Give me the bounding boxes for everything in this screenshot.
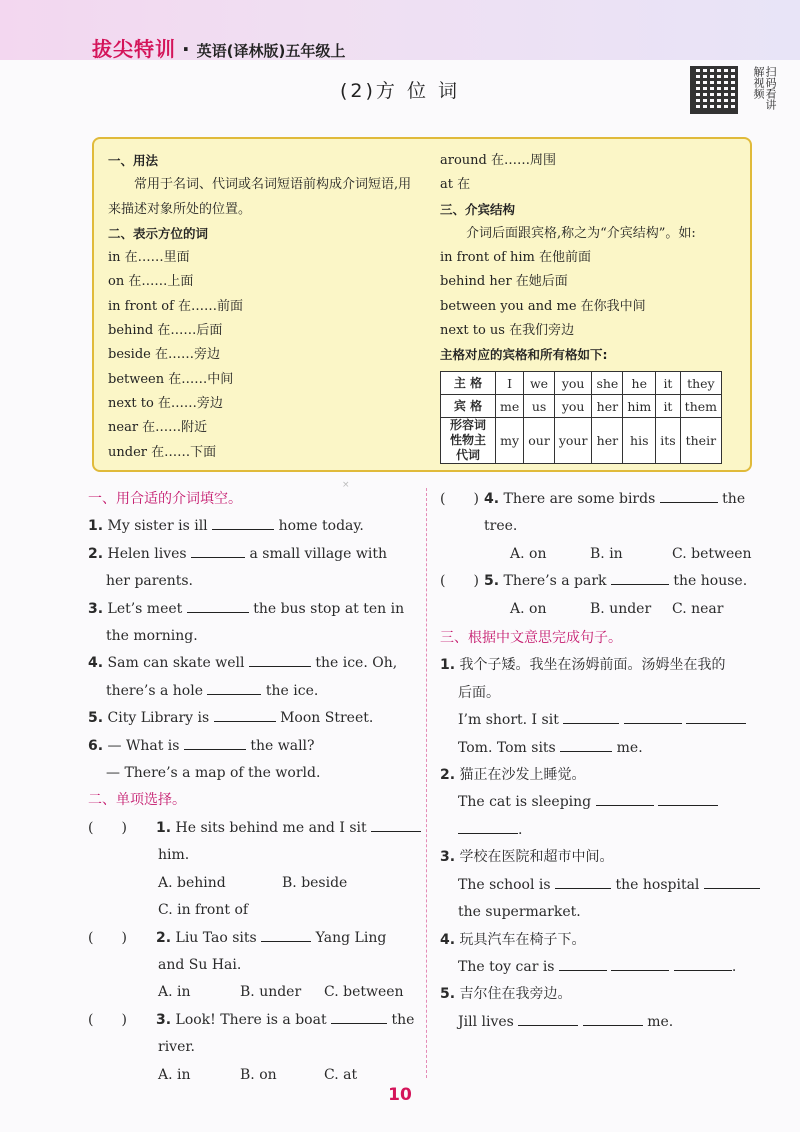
p1-q2: 2. Helen lives a small village with <box>88 541 413 568</box>
close-icon: × <box>342 480 350 490</box>
answer-blank[interactable] <box>660 488 718 503</box>
p3-q2-en-cont: . <box>440 817 760 844</box>
table-cell: her <box>592 418 623 464</box>
p3-q5-cn: 5. 吉尔住在我旁边。 <box>440 986 572 1003</box>
book-subject: 英语(译林版)五年级上 <box>196 42 346 60</box>
example-item: next to us 在我们旁边 <box>440 323 575 339</box>
word-item: in 在……里面 <box>108 250 190 266</box>
p2-q1: ( ) 1. He sits behind me and I sit <box>88 815 413 842</box>
words-heading: 二、表示方位的词 <box>108 225 209 241</box>
option-b[interactable]: B. under <box>590 600 652 617</box>
part2-title: 二、单项选择。 <box>88 792 186 809</box>
p3-q1-cn-cont: 后面。 <box>458 684 500 701</box>
table-cell: it <box>656 372 680 395</box>
answer-blank[interactable] <box>563 709 619 724</box>
option-c[interactable]: C. between <box>324 984 404 1001</box>
answer-blank[interactable] <box>583 1011 643 1026</box>
answer-blank[interactable] <box>686 709 746 724</box>
example-item: between you and me 在你我中间 <box>440 298 646 314</box>
example-item: in front of him 在他前面 <box>440 250 592 266</box>
row-header: 形容词性物主代词 <box>441 418 496 464</box>
p2-q4-options <box>440 541 760 568</box>
option-b[interactable]: B. on <box>240 1066 277 1083</box>
struct-text: 介词后面跟宾格,称之为“介宾结构”。如: <box>466 225 696 241</box>
part3-title: 三、根据中文意思完成句子。 <box>440 630 622 647</box>
answer-blank[interactable] <box>555 874 611 889</box>
p1-q5: 5. City Library is Moon Street. <box>88 705 413 732</box>
option-c[interactable]: C. between <box>672 545 752 562</box>
answer-blank[interactable] <box>674 956 732 971</box>
section-title: (2)方 位 词 <box>340 80 460 102</box>
answer-blank[interactable] <box>458 819 518 834</box>
p3-q3-cn: 3. 学校在医院和超市中间。 <box>440 849 614 866</box>
table-cell: it <box>656 395 680 418</box>
p2-q2-options <box>88 979 413 1006</box>
p3-q4-cn: 4. 玩具汽车在椅子下。 <box>440 931 586 948</box>
p3-q1-en-cont: Tom. Tom sits me. <box>440 735 760 762</box>
answer-paren[interactable]: ( ) <box>88 819 127 836</box>
brand-name: 拔尖特训 <box>92 37 176 61</box>
page-number: 10 <box>388 1085 412 1105</box>
p1-q1: 1. My sister is ill home today. <box>88 513 413 540</box>
option-a[interactable]: A. behind <box>158 874 226 891</box>
p2-q4: ( ) 4. There are some birds the <box>440 486 760 513</box>
table-cell: us <box>524 395 555 418</box>
option-b[interactable]: B. in <box>590 545 623 562</box>
answer-paren[interactable]: ( ) <box>440 573 479 590</box>
word-item: at 在 <box>440 177 471 193</box>
p3-q2-en: The cat is sleeping <box>440 789 760 816</box>
answer-blank[interactable] <box>371 817 421 832</box>
table-cell: your <box>554 418 592 464</box>
table-row <box>441 418 722 464</box>
option-a[interactable]: A. in <box>158 1066 191 1083</box>
table-intro: 主格对应的宾格和所有格如下: <box>440 347 608 363</box>
left-exercise-column <box>88 486 413 1089</box>
option-c[interactable]: C. in front of <box>158 902 249 919</box>
p2-q5-options <box>440 596 760 623</box>
table-cell: its <box>656 418 680 464</box>
answer-blank[interactable] <box>704 874 760 889</box>
word-item: on 在……上面 <box>108 274 194 290</box>
qr-label: 扫码看讲解视频 <box>752 66 777 110</box>
answer-blank[interactable] <box>611 570 669 585</box>
word-item: around 在……周围 <box>440 153 556 168</box>
answer-blank[interactable] <box>191 543 245 558</box>
p2-q3: ( ) 3. Look! There is a boat the <box>88 1007 413 1034</box>
answer-paren[interactable]: ( ) <box>88 929 127 946</box>
answer-blank[interactable] <box>658 791 718 806</box>
word-item: under 在……下面 <box>108 444 217 460</box>
option-a[interactable]: A. on <box>510 545 547 562</box>
usage-heading: 一、用法 <box>108 153 159 168</box>
grammar-box <box>92 137 752 472</box>
answer-blank[interactable] <box>518 1011 578 1026</box>
qr-code-icon[interactable] <box>690 66 738 114</box>
p3-q3-en: The school is the hospital <box>440 872 760 899</box>
table-cell: me <box>496 395 524 418</box>
pronoun-table <box>440 371 722 464</box>
table-cell: her <box>592 395 623 418</box>
answer-paren[interactable]: ( ) <box>440 491 479 507</box>
answer-blank[interactable] <box>187 598 249 613</box>
row-header: 宾 格 <box>441 395 496 418</box>
p1-q4-cont: there’s a hole the ice. <box>88 678 413 705</box>
answer-blank[interactable] <box>559 956 607 971</box>
struct-heading: 三、介宾结构 <box>440 201 516 217</box>
p1-q6: 6. — What is the wall? <box>88 733 413 760</box>
answer-paren[interactable]: ( ) <box>88 1011 127 1028</box>
table-row <box>441 372 722 395</box>
answer-blank[interactable] <box>184 735 246 750</box>
table-cell: him <box>623 395 656 418</box>
table-cell: you <box>554 395 592 418</box>
option-c[interactable]: C. at <box>324 1066 358 1083</box>
p2-q4-cont: tree. <box>484 518 518 535</box>
answer-blank[interactable] <box>596 791 654 806</box>
word-item: next to 在……旁边 <box>108 395 223 411</box>
answer-blank[interactable] <box>624 709 682 724</box>
answer-blank[interactable] <box>261 927 311 942</box>
p2-q5: ( ) 5. There’s a park the house. <box>440 568 760 595</box>
table-cell: they <box>680 372 721 395</box>
word-item: between 在……中间 <box>108 371 234 387</box>
word-item: in front of 在……前面 <box>108 298 244 314</box>
p3-q2-cn: 2. 猫正在沙发上睡觉。 <box>440 767 586 784</box>
p3-q1-en: I’m short. I sit <box>440 707 760 734</box>
p1-q3: 3. Let’s meet the bus stop at ten in <box>88 596 413 623</box>
header-brand <box>92 33 345 62</box>
answer-blank[interactable] <box>214 707 276 722</box>
p3-q4-en: The toy car is . <box>440 954 760 981</box>
grammar-right-column <box>440 149 745 368</box>
usage-text: 常用于名词、代词或名词短语前构成介词短语,用来描述对象所处的位置。 <box>108 177 412 217</box>
table-cell: his <box>623 418 656 464</box>
answer-blank[interactable] <box>611 956 669 971</box>
brand-dot: · <box>182 37 191 61</box>
p2-q1-option-c <box>88 897 413 924</box>
option-b[interactable]: B. beside <box>282 874 348 891</box>
p3-q5-en: Jill lives me. <box>440 1009 760 1036</box>
table-cell: their <box>680 418 721 464</box>
grammar-left-column <box>108 149 413 465</box>
p2-q1-options <box>88 870 413 897</box>
p3-q3-en-cont: the supermarket. <box>458 904 581 921</box>
p1-q6-answer: — There’s a map of the world. <box>106 765 321 782</box>
table-cell: our <box>524 418 555 464</box>
option-c[interactable]: C. near <box>672 600 724 617</box>
table-row <box>441 395 722 418</box>
p2-q2: ( ) 2. Liu Tao sits Yang Ling <box>88 925 413 952</box>
table-cell: we <box>524 372 555 395</box>
option-a[interactable]: A. in <box>158 984 191 1001</box>
p2-q3-cont: river. <box>158 1039 195 1056</box>
example-item: behind her 在她后面 <box>440 274 568 290</box>
column-divider <box>426 488 427 1078</box>
answer-blank[interactable] <box>207 680 261 695</box>
option-a[interactable]: A. on <box>510 600 547 617</box>
answer-blank[interactable] <box>560 737 612 752</box>
word-item: near 在……附近 <box>108 420 208 436</box>
part1-title: 一、用合适的介词填空。 <box>88 491 242 507</box>
p1-q3-cont: the morning. <box>106 628 198 645</box>
word-item: behind 在……后面 <box>108 323 223 339</box>
row-header: 主 格 <box>441 372 496 395</box>
word-item: beside 在……旁边 <box>108 347 220 363</box>
p3-q1-cn: 1. 我个子矮。我坐在汤姆前面。汤姆坐在我的 <box>440 657 726 674</box>
p2-q1-cont: him. <box>158 847 190 864</box>
option-b[interactable]: B. under <box>240 984 302 1001</box>
answer-blank[interactable] <box>249 652 311 667</box>
p2-q2-cont: and Su Hai. <box>158 956 242 973</box>
table-cell: my <box>496 418 524 464</box>
table-cell: she <box>592 372 623 395</box>
table-cell: I <box>496 372 524 395</box>
table-cell: you <box>554 372 592 395</box>
answer-blank[interactable] <box>212 515 274 530</box>
answer-blank[interactable] <box>331 1009 387 1024</box>
table-cell: he <box>623 372 656 395</box>
p1-q4: 4. Sam can skate well the ice. Oh, <box>88 650 413 677</box>
right-exercise-column <box>440 486 760 1036</box>
p1-q2-cont: her parents. <box>106 573 194 590</box>
table-cell: them <box>680 395 721 418</box>
